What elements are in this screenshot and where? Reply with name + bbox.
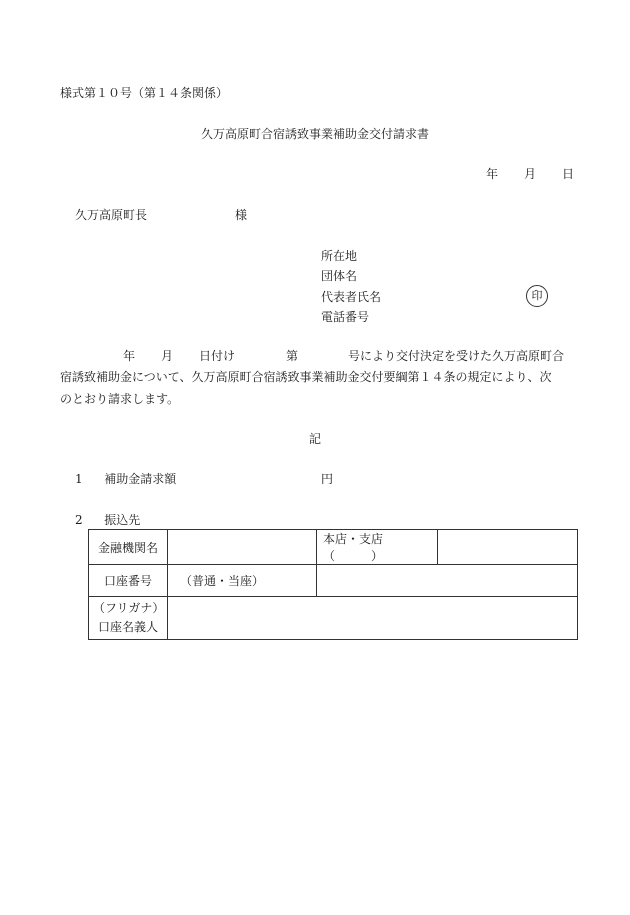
- body-year: 年: [123, 349, 136, 363]
- account-holder-label-cell: [89, 597, 168, 640]
- account-type-label: （普通・当座）: [168, 565, 317, 597]
- item-2-label: 振込先: [104, 513, 141, 527]
- account-holder-field[interactable]: [168, 597, 578, 640]
- item-2-number: 2: [75, 513, 83, 527]
- ki-heading: 記: [308, 432, 321, 446]
- applicant-phone-label: 電話番号: [321, 309, 370, 324]
- addressee-honorific: 様: [235, 208, 248, 222]
- item-1-unit: 円: [321, 472, 334, 486]
- addressee-name: 久万高原町長: [75, 208, 148, 222]
- account-number-field[interactable]: [317, 565, 578, 597]
- bank-transfer-table: [88, 529, 578, 640]
- item-1: [75, 470, 176, 487]
- applicant-representative-label: 代表者氏名: [321, 289, 382, 304]
- seal-mark: 印: [526, 285, 548, 307]
- branch-label: 本店・支店（ ）: [317, 530, 438, 565]
- form-number: 様式第１０号（第１４条関係）: [60, 86, 229, 100]
- account-number-label: 口座番号: [89, 565, 168, 597]
- account-holder-row: [89, 597, 578, 640]
- request-body-text: [60, 346, 580, 410]
- furigana-label: （フリガナ）: [93, 601, 165, 615]
- body-month: 月: [161, 349, 174, 363]
- branch-field[interactable]: [438, 530, 578, 565]
- applicant-organization-label: 団体名: [321, 269, 358, 284]
- date-day: 日: [562, 167, 575, 181]
- body-line-2: 宿誘致補助金について、久万高原町合宿誘致事業補助金交付要綱第１４条の規定により、次: [60, 370, 552, 385]
- account-number-row: [89, 565, 578, 597]
- bank-name-row: [89, 530, 578, 565]
- body-dai: 第: [286, 349, 299, 363]
- date-year: 年: [486, 167, 499, 181]
- body-dated: 日付け: [199, 349, 236, 363]
- applicant-block: [321, 246, 381, 327]
- body-rest: 号により交付決定を受けた久万高原町合: [348, 349, 565, 363]
- applicant-address-label: 所在地: [321, 249, 358, 263]
- document-title: 久万高原町合宿誘致事業補助金交付請求書: [200, 127, 429, 141]
- bank-name-label: 金融機関名: [89, 530, 168, 565]
- body-line-3: のとおり請求します。: [60, 391, 180, 406]
- date-month: 月: [524, 167, 537, 181]
- item-1-label: 補助金請求額: [104, 472, 177, 486]
- item-2: [75, 511, 140, 528]
- bank-name-field[interactable]: [168, 530, 317, 565]
- account-holder-label: 口座名義人: [97, 620, 158, 634]
- item-1-number: 1: [75, 472, 83, 486]
